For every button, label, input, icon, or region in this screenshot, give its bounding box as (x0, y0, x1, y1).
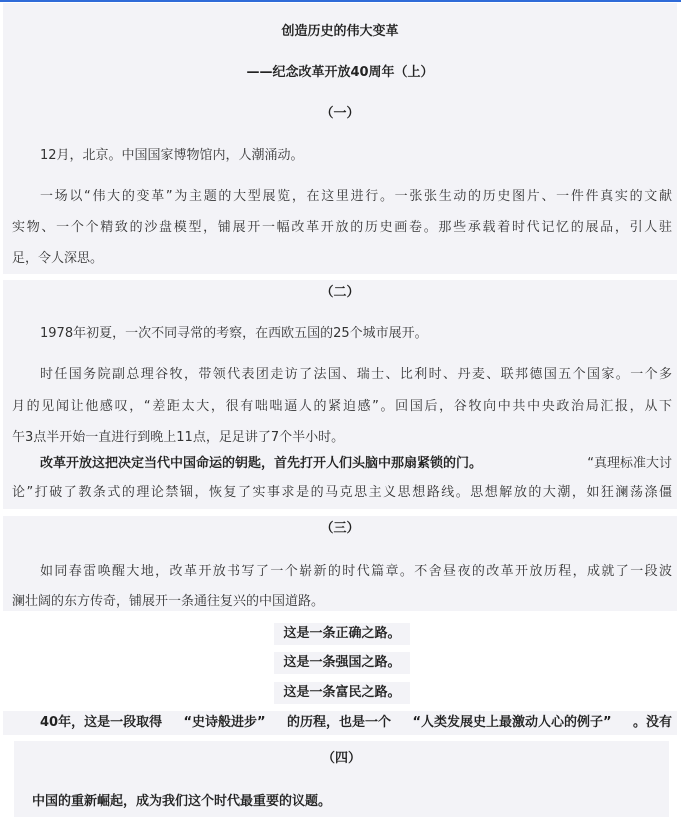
emphasis-text: 改革开放这把决定当代中国命运的钥匙，首先打开人们头脑中那扇紧锁的门。 (40, 456, 483, 471)
section-2-paragraph-2-line-3: 午3点半开始一直进行到晚上11点，足足讲了7个半小时。 (12, 430, 345, 445)
section-1-paragraph-2-line-1: 一场以“伟大的变革”为主题的大型展览，在这里进行。一张张生动的历史图片、一件件真实的文献 (40, 189, 672, 204)
section-1-paragraph-2-line-3: 足，令人深思。 (12, 251, 104, 266)
section-3-paragraph-1-line-2: 澜壮阔的东方传奇，铺展开一条通往复兴的中国道路。 (12, 594, 325, 609)
section-2-paragraph-2-line-2: 月的见闻让他感叹，“差距太大，很有咄咄逼人的紧迫感”。回国后，谷牧向中共中央政治局汇报，从下 (12, 399, 672, 414)
article-title: 创造历史的伟大变革 (281, 24, 399, 39)
section-2-paragraph-3-line-1 (40, 455, 672, 473)
section-1-paragraph-1: 12月，北京。中国国家博物馆内，人潮涌动。 (40, 148, 304, 163)
road-line-3: 这是一条富民之路。 (283, 685, 401, 700)
paragraph-part-2: 的历程，也是一个 (287, 715, 392, 730)
top-accent-line (0, 0, 681, 2)
paragraph-part-3: 。没有 (632, 715, 672, 730)
road-line-1: 这是一条正确之路。 (283, 626, 401, 641)
section-4-paragraph-1: 中国的重新崛起，成为我们这个时代最重要的议题。 (32, 794, 332, 809)
section-3-paragraph-2 (40, 714, 672, 732)
section-1-paragraph-2-line-2: 实物、一个个精致的沙盘模型，铺展开一幅改革开放的历史画卷。那些承载着时代记忆的展品，引人驻 (12, 220, 672, 235)
paragraph-part-1: 40年，这是一段取得 (40, 715, 163, 730)
section-2-paragraph-3-line-2: 论”打破了教条式的理论禁锢，恢复了实事求是的马克思主义思想路线。思想解放的大潮，如狂澜荡涤僵 (12, 485, 672, 500)
section-2-block (3, 280, 677, 509)
section-2-paragraph-1: 1978年初夏，一次不同寻常的考察，在西欧五国的25个城市展开。 (40, 326, 428, 341)
quote-text: “真理标准大讨 (587, 456, 672, 471)
section-2-paragraph-2-line-1: 时任国务院副总理谷牧，带领代表团走访了法国、瑞士、比利时、丹麦、联邦德国五个国家。一个多 (40, 367, 672, 382)
section-3-heading: （三） (320, 521, 360, 536)
article-subtitle: ——纪念改革开放40周年（上） (246, 65, 434, 80)
paragraph-quote-2: “人类发展史上最激动人心的例子” (412, 715, 612, 730)
section-3-paragraph-1-line-1: 如同春雷唤醒大地，改革开放书写了一个崭新的时代篇章。不舍昼夜的改革开放历程，成就了一段波 (40, 564, 672, 579)
road-line-2: 这是一条强国之路。 (283, 655, 401, 670)
section-4-heading: （四） (321, 751, 361, 766)
paragraph-quote-1: “史诗般进步” (183, 715, 266, 730)
section-1-heading: （一） (320, 106, 360, 121)
section-2-heading: （二） (320, 285, 360, 300)
